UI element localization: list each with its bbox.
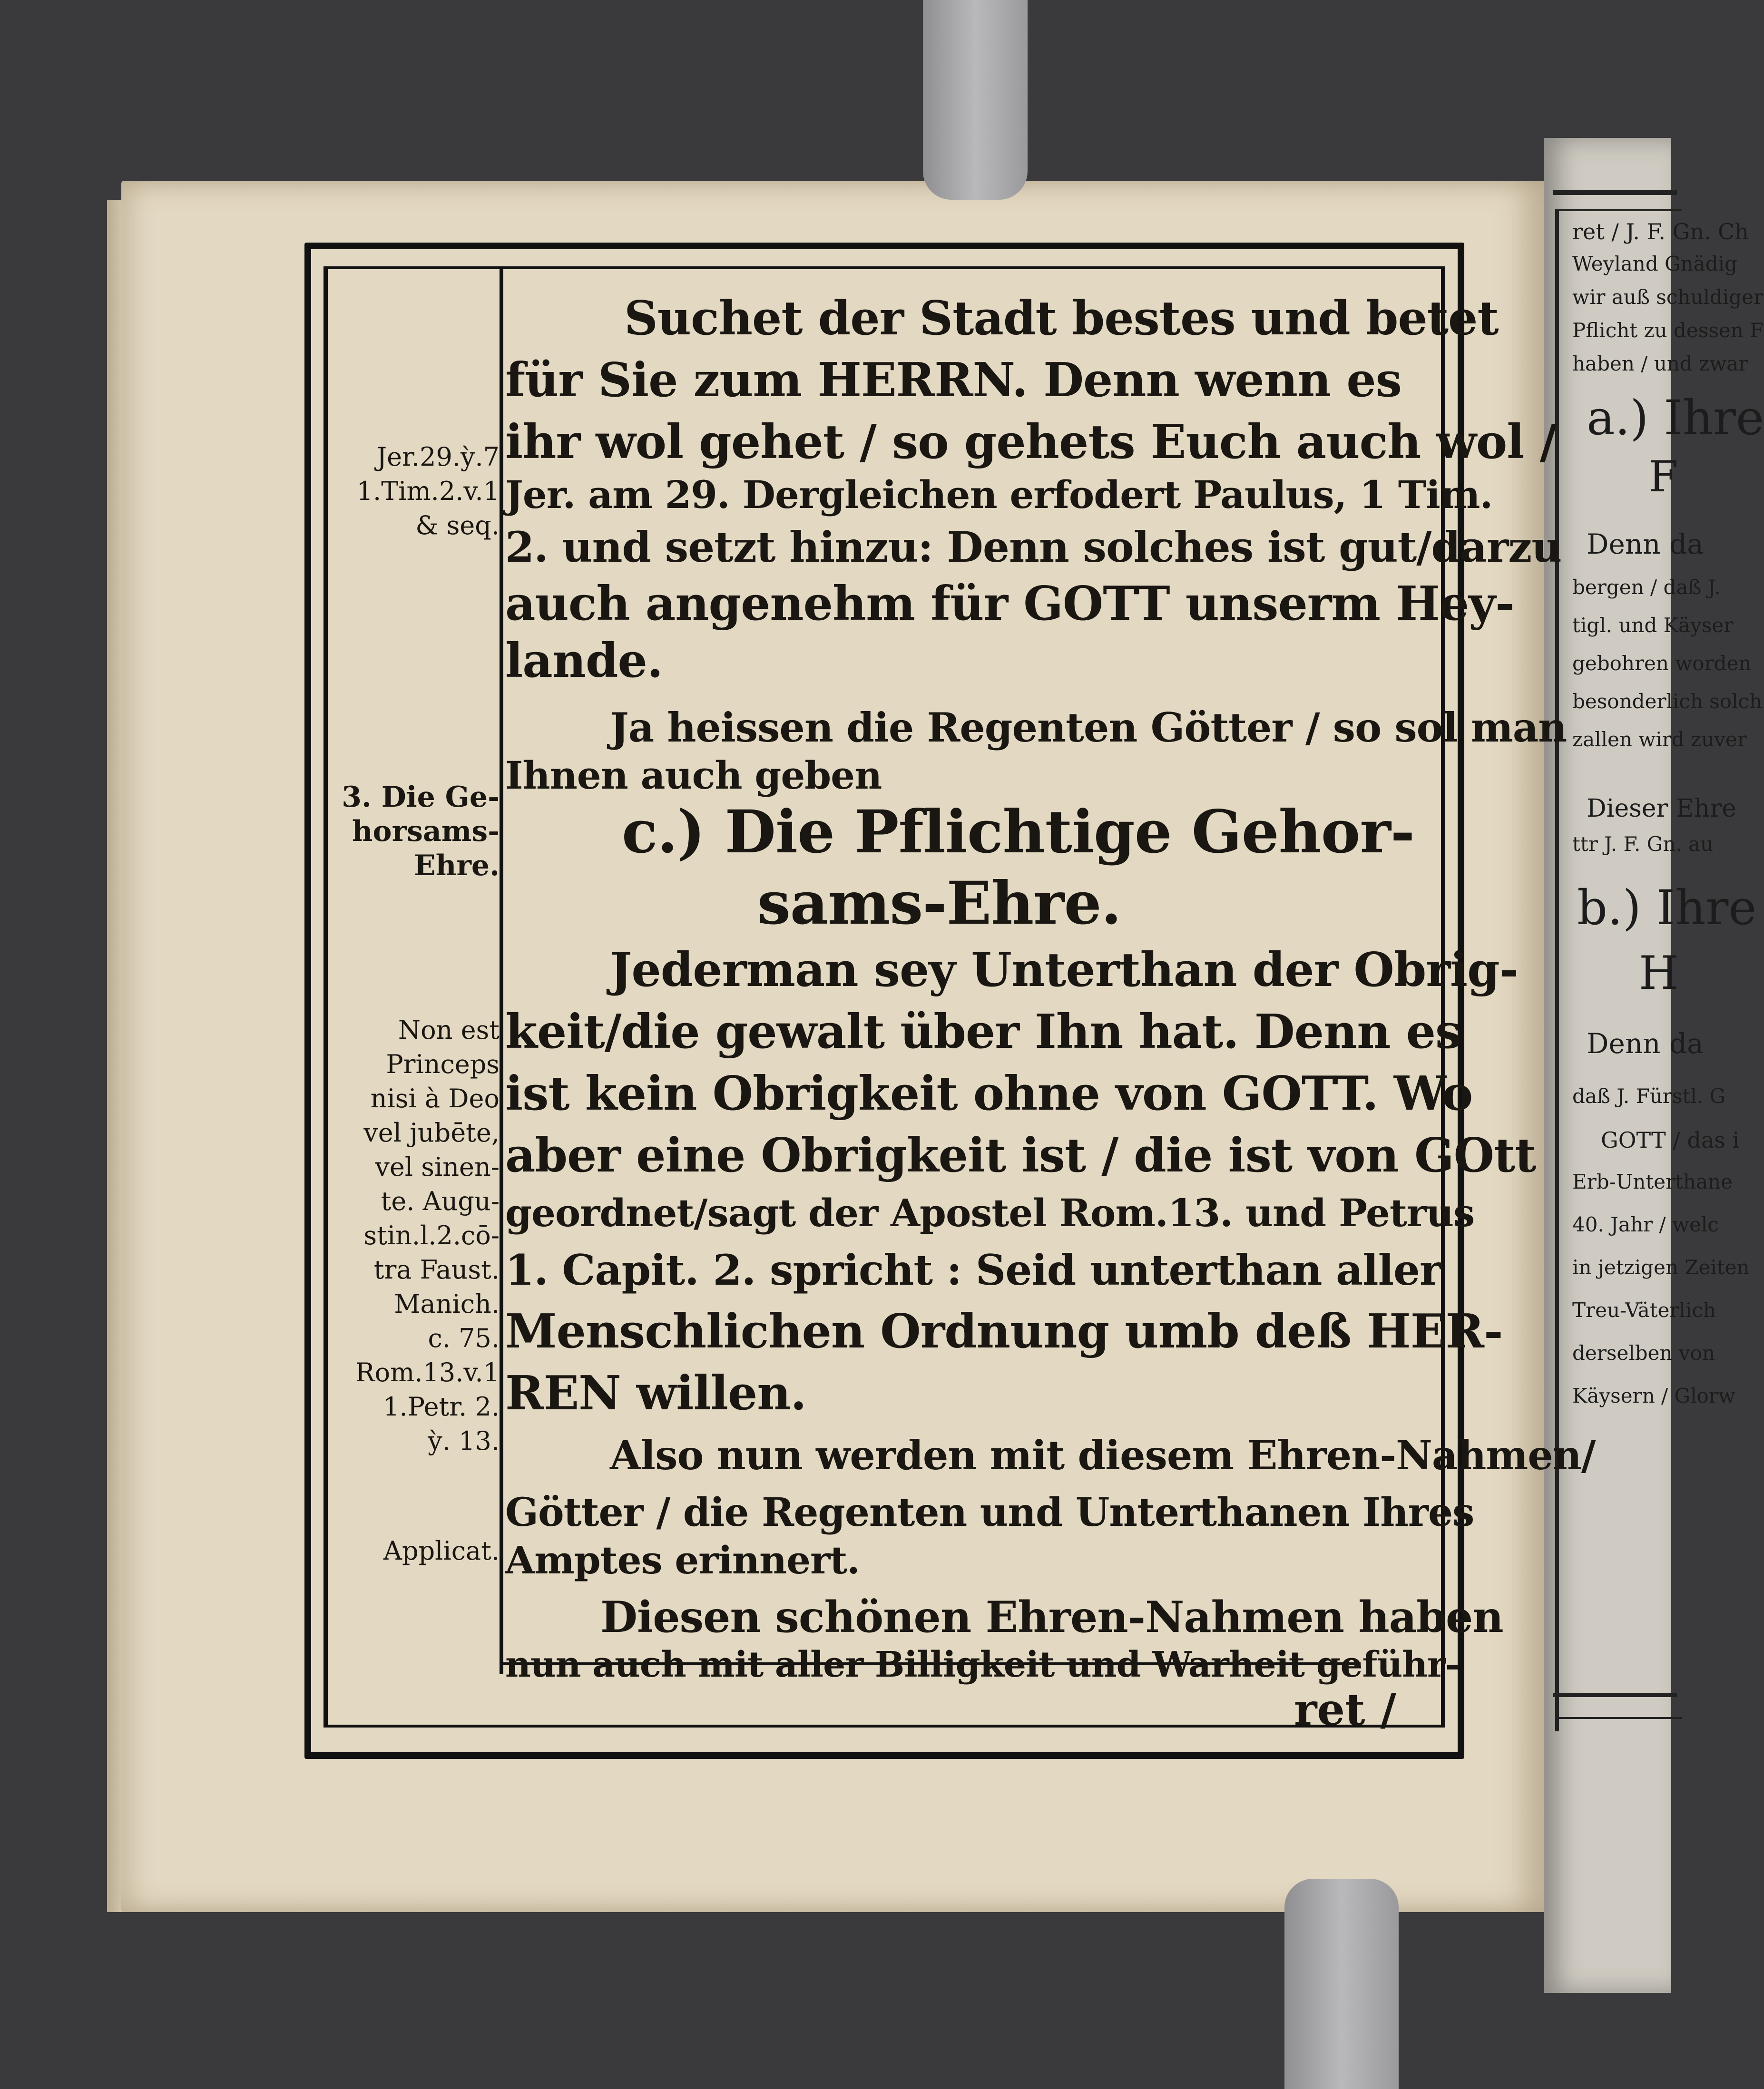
adjacent-fragment: GOTT / das i <box>1601 1127 1740 1153</box>
text-line: geordnet/sagt der Apostel Rom.13. und Petrus <box>505 1191 1475 1235</box>
adjacent-fragment: 40. Jahr / welc <box>1572 1213 1719 1236</box>
text-line: keit/die gewalt über Ihn hat. Denn es <box>505 1005 1461 1059</box>
adjacent-page <box>1544 138 1764 1993</box>
page-holder-clip <box>923 0 1028 200</box>
text-line: Amptes erinnert. <box>505 1538 860 1582</box>
text-line: 2. und setzt hinzu: Denn solches ist gut/darzu <box>505 522 1562 572</box>
adjacent-fragment: daß J. Fürstl. G <box>1572 1084 1725 1108</box>
adjacent-fragment: ret / J. F. Gn. Ch <box>1572 219 1749 244</box>
adjacent-fragment: zallen wird zuver <box>1572 728 1747 751</box>
text-line: ihr wol gehet / so gehets Euch auch wol / <box>505 415 1557 469</box>
adjacent-page-rule <box>1558 209 1682 211</box>
text-line: Jer. am 29. Dergleichen erfodert Paulus, 1 Tim. <box>505 472 1493 517</box>
adjacent-fragment: ttr J. F. Gn. au <box>1572 832 1714 856</box>
page-holder-clip <box>1284 1879 1399 2089</box>
adjacent-fragment: Denn da <box>1587 528 1704 560</box>
margin-note-applicat: Applicat. <box>383 1536 500 1566</box>
adjacent-fragment: Käysern / Glorw <box>1572 1384 1735 1407</box>
adjacent-fragment: besonderlich solch <box>1572 690 1763 713</box>
adjacent-fragment: Pflicht zu dessen F <box>1572 319 1764 342</box>
adjacent-fragment: tigl. und Käyser <box>1572 614 1734 637</box>
text-line: ist kein Obrigkeit ohne von GOTT. Wo <box>505 1066 1473 1121</box>
text-line: Ihnen auch geben <box>505 753 882 798</box>
margin-column-rule <box>500 266 503 1674</box>
adjacent-fragment: Weyland Gnädig <box>1572 252 1737 275</box>
adjacent-fragment: haben / und zwar <box>1572 352 1748 375</box>
adjacent-page-rule <box>1553 1693 1677 1697</box>
adjacent-fragment: Denn da <box>1587 1027 1704 1060</box>
text-line: Jederman sey Unterthan der Obrig- <box>610 943 1519 997</box>
text-line: Diesen schönen Ehren-Nahmen haben <box>600 1592 1503 1642</box>
adjacent-fragment: in jetzigen Zeiten <box>1572 1256 1750 1279</box>
margin-note-section: 3. Die Ge- horsams- Ehre. <box>342 781 500 882</box>
text-line: Menschlichen Ordnung umb deß HER- <box>505 1304 1503 1359</box>
text-line: Ja heissen die Regenten Götter / so sol man <box>610 704 1567 751</box>
margin-note-quote: Non est Princeps nisi à Deo vel jubēte, vel sinen- te. Augu- stin.l.2.cō- tra Faust. Manich. c. 75. Rom.13.v.1 1.Petr. 2. ỳ. 13. <box>355 1015 500 1456</box>
section-heading: c.) Die Pflichtige Gehor- <box>622 798 1415 867</box>
margin-note-reference: Jer.29.ỳ.7 1.Tim.2.v.1 & seq. <box>356 442 500 540</box>
adjacent-fragment: Treu-Väterlich <box>1572 1298 1716 1322</box>
text-line: Götter / die Regenten und Unterthanen Ihres <box>505 1490 1474 1535</box>
text-line: aber eine Obrigkeit ist / die ist von GOtt <box>505 1128 1536 1183</box>
adjacent-fragment: a.) Ihre <box>1587 390 1764 446</box>
text-line: auch angenehm für GOTT unserm Hey- <box>505 576 1514 631</box>
text-line: Also nun werden mit diesem Ehren-Nahmen/ <box>610 1432 1596 1479</box>
adjacent-fragment: Dieser Ehre <box>1587 794 1737 823</box>
text-line: 1. Capit. 2. spricht : Seid unterthan aller <box>505 1245 1441 1295</box>
adjacent-fragment: F <box>1648 452 1678 502</box>
adjacent-fragment: H <box>1639 947 1679 1000</box>
adjacent-fragment: b.) Ihre <box>1577 880 1757 936</box>
section-heading: sams-Ehre. <box>757 869 1121 938</box>
catchword: ret / <box>1294 1684 1397 1735</box>
text-line: lande. <box>505 634 663 688</box>
text-line: Suchet der Stadt bestes und betet <box>624 291 1499 346</box>
adjacent-page-rule <box>1558 1717 1682 1719</box>
adjacent-fragment: Erb-Unterthane <box>1572 1170 1733 1193</box>
adjacent-fragment: wir auß schuldiger <box>1572 285 1764 309</box>
text-line: nun auch mit aller Billigkeit und Warheit geführ- <box>505 1644 1460 1685</box>
adjacent-fragment: bergen / daß J. <box>1572 576 1721 599</box>
adjacent-fragment: gebohren worden <box>1572 652 1752 675</box>
text-line: REN willen. <box>505 1366 806 1421</box>
text-line: für Sie zum HERRN. Denn wenn es <box>505 353 1401 408</box>
adjacent-page-rule <box>1553 190 1677 195</box>
adjacent-fragment: derselben von <box>1572 1341 1715 1365</box>
